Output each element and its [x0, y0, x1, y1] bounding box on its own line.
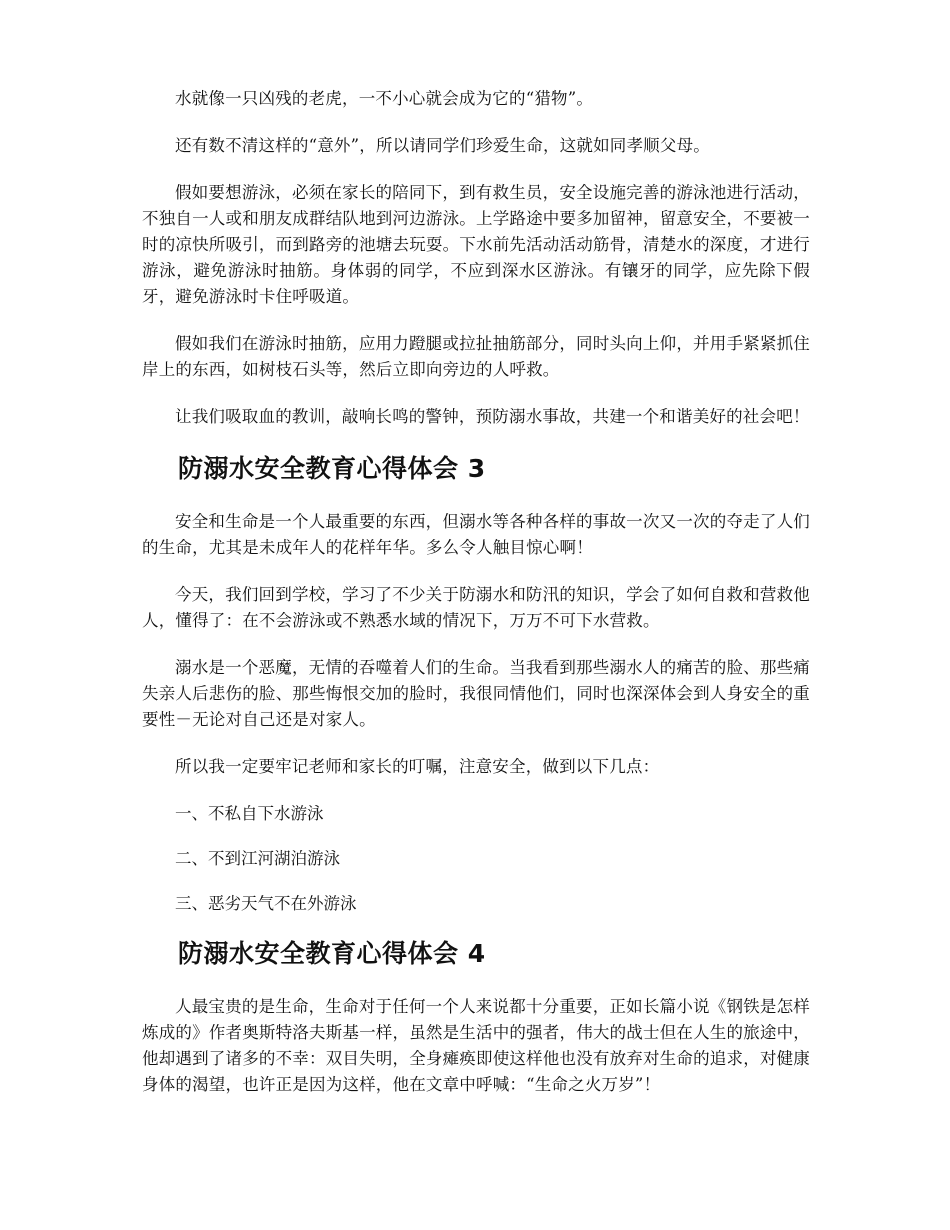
paragraph: 今天，我们回到学校，学习了不少关于防溺水和防汛的知识，学会了如何自救和营救他人，懂得了：在不会游泳或不熟悉水域的情况下，万万不可下水营救。 — [142, 585, 810, 630]
list-item: 二、不到江河湖泊游泳 — [175, 849, 340, 868]
paragraph: 假如我们在游泳时抽筋，应用力蹬腿或拉扯抽筋部分，同时头向上仰，并用手紧紧抓住岸上的东西，如树枝石头等，然后立即向旁边的人呼救。 — [142, 334, 810, 379]
paragraph: 假如要想游泳，必须在家长的陪同下，到有救生员，安全设施完善的游泳池进行活动，不独自一人或和朋友成群结队地到河边游泳。上学路途中要多加留神，留意安全，不要被一时的凉快所吸引，而到路旁的池塘去玩耍。下水前先活动活动筋骨，清楚水的深度，才进行游泳，避免游泳时抽筋。身体弱的同学，不应到深水区游泳。有镶牙的同学，应先除下假牙，避免游泳时卡住呼吸道。 — [142, 183, 810, 306]
paragraph: 溺水是一个恶魔，无情的吞噬着人们的生命。当我看到那些溺水人的痛苦的脸、那些痛失亲人后悲伤的脸、那些悔恨交加的脸时，我很同情他们，同时也深深体会到人身安全的重要性－无论对自己还是对家人。 — [142, 658, 810, 729]
paragraph: 水就像一只凶残的老虎，一不小心就会成为它的“猎物”。 — [175, 89, 594, 108]
paragraph: 让我们吸取血的教训，敲响长鸣的警钟，预防溺水事故，共建一个和谐美好的社会吧！ — [175, 407, 810, 426]
paragraph: 人最宝贵的是生命，生命对于任何一个人来说都十分重要，正如长篇小说《钢铁是怎样炼成的》作者奥斯特洛夫斯基一样，虽然是生活中的强者，伟大的战士但在人生的旅途中，他却遇到了诸多的不幸：双目失明，全身瘫痪即使这样他也没有放弃对生命的追求，对健康身体的渴望，也许正是因为这样，他在文章中呼喊：“生命之火万岁”！ — [142, 997, 810, 1094]
document-page — [142, 86, 810, 1119]
list-item: 一、不私自下水游泳 — [175, 804, 324, 823]
list-item: 三、恶劣天气不在外游泳 — [175, 894, 357, 913]
paragraph: 还有数不清这样的“意外”，所以请同学们珍爱生命，这就如同孝顺父母。 — [175, 136, 710, 155]
section-heading: 防溺水安全教育心得体会 3 — [178, 454, 486, 483]
section-heading: 防溺水安全教育心得体会 4 — [178, 939, 486, 968]
paragraph: 安全和生命是一个人最重要的东西，但溺水等各种各样的事故一次又一次的夺走了人们的生命，尤其是未成年人的花样年华。多么令人触目惊心啊！ — [142, 512, 810, 557]
paragraph: 所以我一定要牢记老师和家长的叮嘱，注意安全，做到以下几点： — [175, 757, 660, 776]
